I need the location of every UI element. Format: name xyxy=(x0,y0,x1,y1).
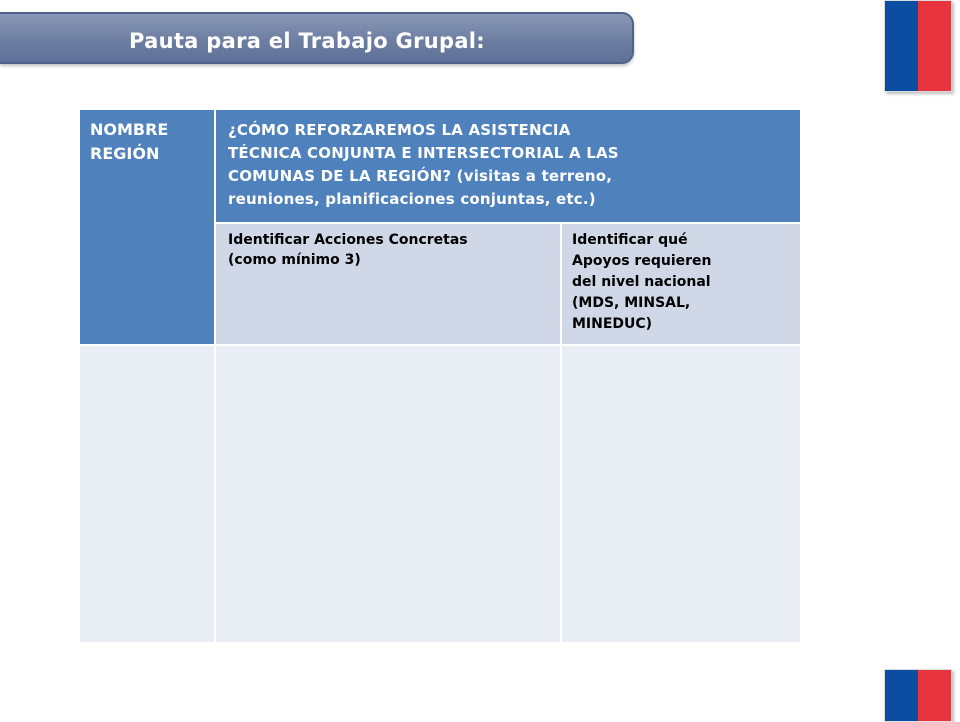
apoyos-line: Identificar qué xyxy=(572,232,688,248)
subheader-apoyos xyxy=(562,224,800,344)
apoyos-line: Apoyos requieren xyxy=(572,253,712,269)
group-work-table xyxy=(80,110,800,642)
acciones-line: Identificar Acciones Concretas xyxy=(228,232,468,248)
subheader-acciones xyxy=(216,224,560,344)
header-question xyxy=(216,110,800,222)
question-line: TÉCNICA CONJUNTA E INTERSECTORIAL A LAS xyxy=(228,144,619,162)
question-line: COMUNAS DE LA REGIÓN? (visitas a terreno, xyxy=(228,167,613,185)
apoyos-line: del nivel nacional xyxy=(572,274,711,290)
apoyos-entry-cell[interactable] xyxy=(562,346,800,642)
apoyos-line: (MDS, MINSAL, xyxy=(572,295,691,311)
header-nombre-region xyxy=(80,110,214,344)
header-nombre-line: NOMBRE xyxy=(90,120,169,139)
apoyos-line: MINEDUC) xyxy=(572,316,653,332)
chile-flag-top-decoration xyxy=(884,0,952,92)
region-entry-cell[interactable] xyxy=(80,346,214,642)
flag-red-stripe xyxy=(918,1,951,91)
acciones-entry-cell[interactable] xyxy=(216,346,560,642)
acciones-line: (como mínimo 3) xyxy=(228,252,361,268)
page-title: Pauta para el Trabajo Grupal: xyxy=(129,29,485,53)
flag-red-stripe xyxy=(918,670,951,721)
question-line: ¿CÓMO REFORZAREMOS LA ASISTENCIA xyxy=(228,121,571,139)
header-region-line: REGIÓN xyxy=(90,144,160,163)
flag-blue-stripe xyxy=(885,670,918,721)
question-line: reuniones, planificaciones conjuntas, etc.) xyxy=(228,190,596,208)
flag-blue-stripe xyxy=(885,1,918,91)
chile-flag-bottom-decoration xyxy=(884,669,952,722)
